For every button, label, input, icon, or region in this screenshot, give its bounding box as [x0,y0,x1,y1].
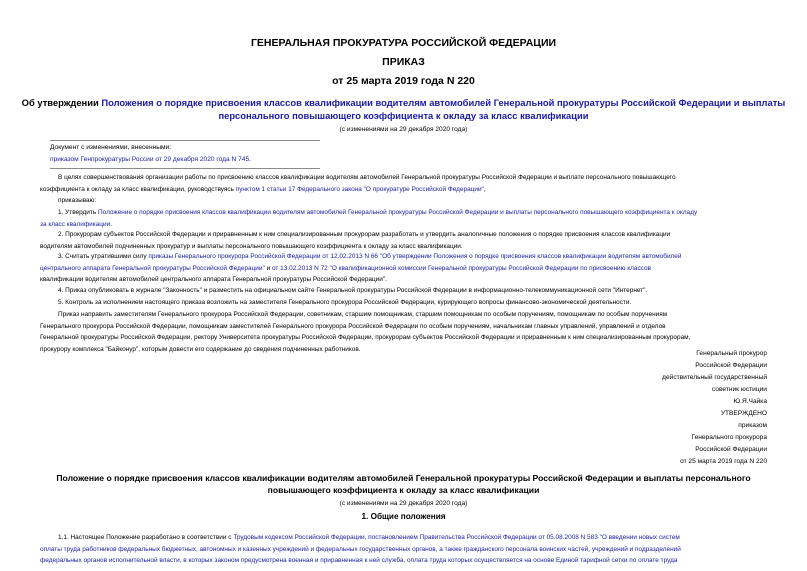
title-link-cont[interactable]: персонального повышающего коэффициента к окладу за класс квалификации [218,110,589,121]
divider-bottom [50,168,320,169]
paragraph-4: 4. Приказ опубликовать в журнале "Законность" и разместить на официальном сайте Генеральной прокуратуры Российской Федерации в информационно-телекоммуникационной сети "Интернет". [58,287,648,294]
p11-text: 1.1. Настоящее Положение разработано в соответствии с [58,534,234,541]
repeal-link-1-cont[interactable]: центрального аппарата Генеральной прокуратуры Российской Федерации" [40,264,265,272]
approval-line-3: Генерального прокурора [691,434,767,441]
order-title [0,96,807,122]
approval-line-4: Российской Федерации [695,446,767,453]
regulation-link[interactable]: Положение о порядке присвоения классов квалификации водителям автомобилей Генеральной прокуратуры Российской Федерации и выплаты персонального повышающего коэффициента к окладу [98,209,698,216]
approval-line-1: УТВЕРЖДЕНО [720,410,767,417]
agency-name: ГЕНЕРАЛЬНАЯ ПРОКУРАТУРА РОССИЙСКОЙ ФЕДЕРАЦИИ [250,37,557,49]
government-decree-link-cont-2[interactable]: федеральных органов исполнительной власти, в которых законом предусмотрена военная и приравненная к ней служба, оплата труда которых осуществляется на основе Единой тарифной сетки по оплате труда [40,557,678,565]
doc-type: ПРИКАЗ [382,56,425,68]
regulation-title-line-2: повышающего коэффициента к окладу за класс квалификации [267,485,540,495]
paragraph-6 [40,309,768,355]
law-link[interactable]: пунктом 1 статьи 17 Федерального закона "О прокуратуре Российской Федерации" [235,185,484,193]
amend-link-suffix: . [249,156,251,163]
regulation-title-line-1: Положение о порядке присвоения классов квалификации водителям автомобилей Генеральной прокуратуры Российской Федерации и выплаты персонального [56,473,751,483]
order-word: приказываю: [58,197,97,205]
preamble-text: коэффициента к окладу за класс квалификации, руководствуясь [40,185,236,193]
p6-line-4: прокурору комплекса "Байконур", которым довести его содержание до сведения подчиненных работников. [40,345,361,353]
p3-line-3: квалификации водителям автомобилей центрального аппарата Генеральной прокуратуры Российской Федерации". [40,276,387,284]
preamble-end: , [483,185,486,193]
p6-line-2: Генерального прокурора Российской Федерации, помощникам заместителей Генерального прокурора Российской Федерации по особым поручениям, начальникам главных управлений, управлений и отделов [40,322,666,330]
p3-text: 3. Считать утратившими силу [58,253,149,260]
preamble-line-1: В целях совершенствования организации работы по присвоению классов квалификации водителям автомобилей Генеральной прокуратуры Российской Федерации и выплате персонального повышающего [58,174,676,181]
paragraph-3 [40,251,768,286]
amend-link[interactable]: приказом Генпрокуратуры России от 29 декабря 2020 года N 745 [50,156,250,163]
changes-note: (с изменениями на 29 декабря 2020 года) [339,126,468,133]
amend-line [50,156,251,163]
p6-line-3: Генеральной прокуратуры Российской Федерации, ректору Университета прокуратуры Российской Федерации, прокурорам субъектов Российской Федерации и приравненным к ним специализированным прокурорам, [40,334,691,342]
paragraph-preamble [40,172,768,207]
paragraph-1-1 [40,532,768,567]
p1-end: . [110,220,112,228]
p1-text: 1. Утвердить [58,209,98,216]
section-1-heading: 1. Общие положения [361,512,446,521]
repeal-link-1[interactable]: приказы Генерального прокурора Российской Федерации от 12.02.2013 N 66 "Об утверждении Положения о порядке присвоения классов квалификации водителям автомобилей [148,253,682,260]
paragraph-2 [40,229,768,252]
signature-line-4: советник юстиции [711,386,767,393]
repeal-link-2[interactable]: от 13.02.2013 N 72 "О квалификационной комиссии Генеральной прокуратуры Российской Федерации по присвоению классов [271,264,651,272]
regulation-title [0,472,807,496]
p6-line-1: Приказ направить заместителям Генерального прокурора Российской Федерации, советникам, старшим помощникам, старшим помощникам по особым поручениям, помощникам по особым поручениям [58,311,668,318]
government-decree-link-cont[interactable]: оплаты труда работников федеральных бюджетных, автономных и казенных учреждений и федеральных государственных органов, а также гражданского персонала воинских частей, учреждений и подразделений [40,545,681,553]
amend-label: Документ с изменениями, внесенными: [50,144,172,151]
title-link[interactable]: Положения о порядке присвоения классов квалификации водителям автомобилей Генеральной прокуратуры Российской Федерации и выплаты [101,97,786,108]
divider-top [50,140,320,141]
signature-line-2: Российской Федерации [695,362,767,369]
signature-name: Ю.Я.Чайка [733,398,767,405]
paragraph-1 [40,207,768,230]
p2-line-2: водителям автомобилей подчиненных прокуратур и выплаты персонального повышающего коэффициента к окладу за класс квалификации. [40,242,463,250]
p11-comma: , [364,534,369,541]
signature-line-3: действительный государственный [662,374,767,381]
labor-code-link[interactable]: Трудовым кодексом Российской Федерации [233,534,365,541]
regulation-changes-note: (с изменениями на 29 декабря 2020 года) [339,500,468,507]
signature-line-1: Генеральный прокурор [696,350,767,357]
paragraph-5: 5. Контроль за исполнением настоящего приказа возложить на заместителя Генерального прокурора Российской Федерации, курирующего вопросы финансово-экономической деятельности. [58,299,632,306]
approval-line-5: от 25 марта 2019 года N 220 [680,458,767,465]
title-prefix: Об утверждении [21,97,102,108]
order-date-number: от 25 марта 2019 года N 220 [332,75,475,87]
p3-and: и [264,264,272,272]
government-decree-link[interactable]: постановлением Правительства Российской Федерации от 05.08.2008 N 583 "О введении новых систем [368,534,680,541]
regulation-link-cont[interactable]: за класс квалификации [40,220,111,228]
approval-line-2: приказом [738,422,767,429]
preamble-line-2 [40,184,768,196]
p2-line-1: 2. Прокурорам субъектов Российской Федерации и приравненным к ним специализированным прокурорам разработать и утвердить аналогичные положения о порядке присвоения классов квалификации [58,231,671,238]
